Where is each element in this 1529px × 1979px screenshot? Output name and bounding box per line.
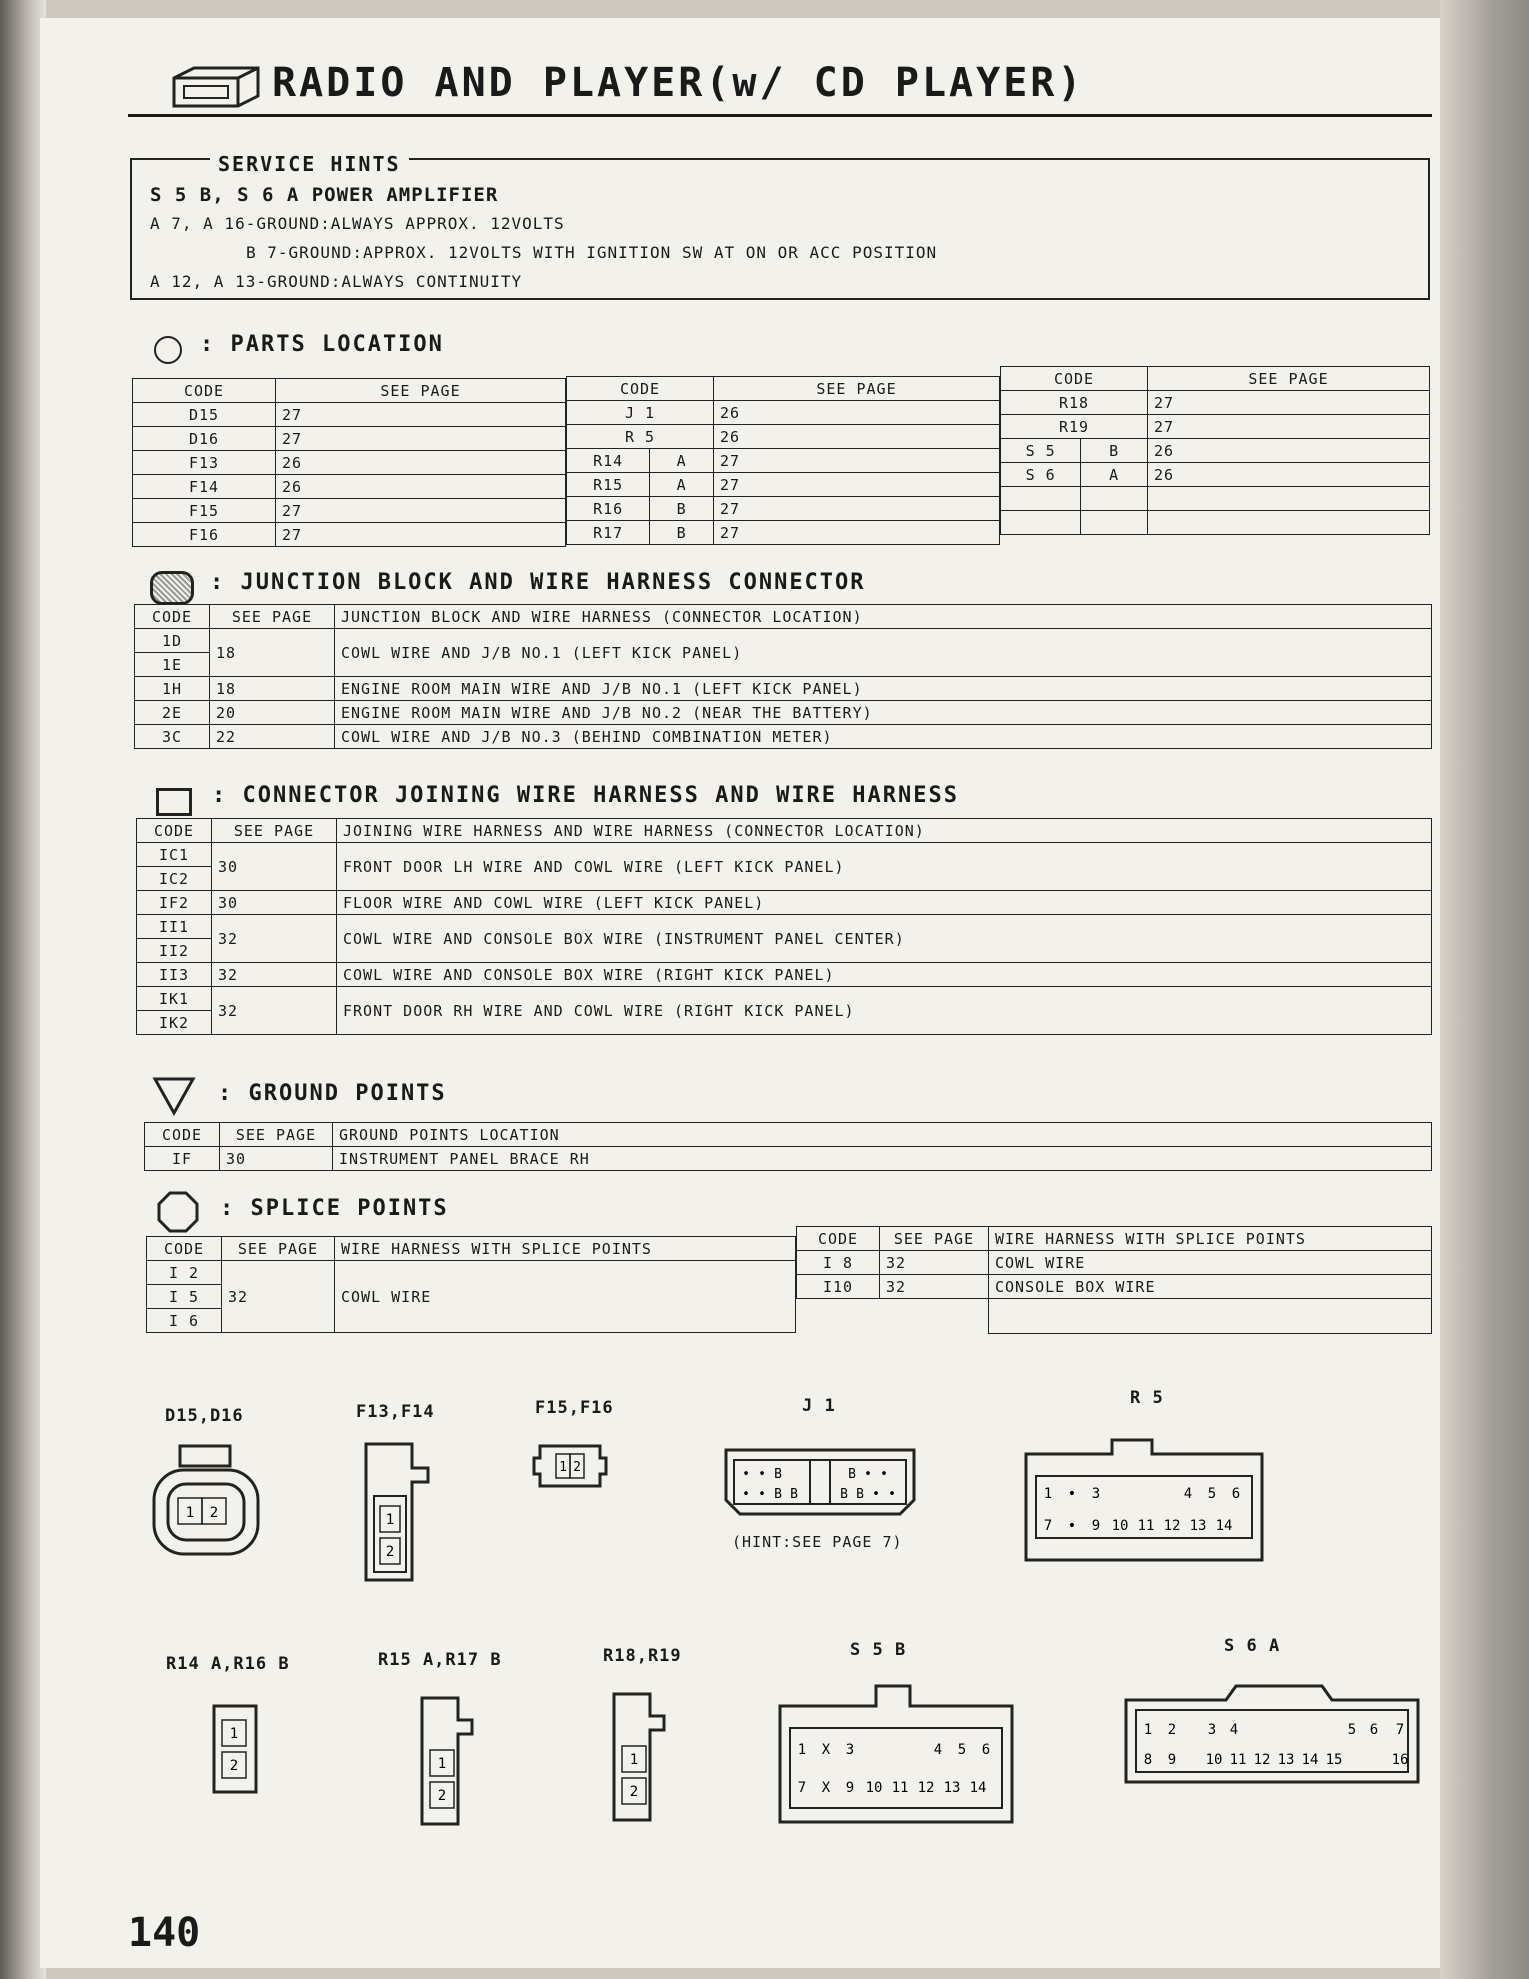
svg-text:2: 2: [437, 1788, 447, 1804]
service-hints-line3: B 7-GROUND:APPROX. 12VOLTS WITH IGNITION SW AT ON OR ACC POSITION: [246, 243, 938, 262]
radio-icon: [168, 64, 264, 108]
page-number: 140: [128, 1910, 201, 1956]
connector-r15-diagram: [418, 1690, 478, 1834]
table-row: I 6: [147, 1309, 796, 1333]
svg-text:1: 1: [385, 1512, 395, 1528]
col-page: SEE PAGE: [714, 377, 1000, 401]
svg-text:7: 7: [797, 1780, 807, 1796]
svg-text:14: 14: [969, 1780, 987, 1796]
svg-text:4: 4: [1183, 1486, 1193, 1502]
svg-text:10: 10: [1111, 1518, 1129, 1534]
table-row: IF 30 INSTRUMENT PANEL BRACE RH: [145, 1147, 1432, 1171]
table-row: II2: [137, 939, 1432, 963]
parts-location-table-right: [1000, 366, 1430, 535]
table-row: S 5 B 26: [1001, 439, 1430, 463]
page-title: RADIO AND PLAYER(w/ CD PLAYER): [272, 60, 1085, 106]
connector-d15-diagram: [148, 1444, 264, 1564]
table-row: D15 27: [133, 403, 566, 427]
svg-text:13: 13: [1189, 1518, 1207, 1534]
svg-text:12: 12: [917, 1780, 935, 1796]
svg-text:•: •: [758, 1487, 766, 1502]
svg-text:•: •: [872, 1487, 880, 1502]
connector-label-r18: R18,R19: [603, 1646, 682, 1666]
table-row: I 5: [147, 1285, 796, 1309]
svg-text:11: 11: [1137, 1518, 1155, 1534]
svg-text:5: 5: [957, 1742, 967, 1758]
svg-text:2: 2: [209, 1505, 219, 1521]
table-row: J 1 26: [567, 401, 1000, 425]
svg-text:X: X: [821, 1742, 831, 1758]
table-row: II3 32 COWL WIRE AND CONSOLE BOX WIRE (RIGHT KICK PANEL): [137, 963, 1432, 987]
connector-label-f13: F13,F14: [356, 1402, 435, 1422]
table-row: F16 27: [133, 523, 566, 547]
connector-r14-diagram: [210, 1702, 260, 1802]
table-row: D16 27: [133, 427, 566, 451]
table-row: 2E 20 ENGINE ROOM MAIN WIRE AND J/B NO.2 (NEAR THE BATTERY): [135, 701, 1432, 725]
splice-points-table-left: CODE SEE PAGE WIRE HARNESS WITH SPLICE POINTS I 2 32 COWL WIRE I 5 I 6: [146, 1236, 796, 1333]
connector-label-d15: D15,D16: [165, 1406, 244, 1426]
connector-j1-diagram: [720, 1440, 920, 1524]
ground-points-table: CODE SEE PAGE GROUND POINTS LOCATION IF 30 INSTRUMENT PANEL BRACE RH: [144, 1122, 1432, 1171]
svg-text:3: 3: [1091, 1486, 1101, 1502]
splice-points-table-right: CODE SEE PAGE WIRE HARNESS WITH SPLICE POINTS I 8 32 COWL WIRE I10 32 CONSOLE BOX WIRE: [796, 1226, 1432, 1334]
svg-text:•: •: [758, 1467, 766, 1482]
svg-text:5: 5: [1207, 1486, 1217, 1502]
svg-text:2: 2: [229, 1758, 239, 1774]
table-row: 1E: [135, 653, 1432, 677]
svg-text:1: 1: [1143, 1722, 1153, 1738]
svg-text:2: 2: [1167, 1722, 1177, 1738]
table-row: F14 26: [133, 475, 566, 499]
svg-text:15: 15: [1325, 1752, 1343, 1768]
svg-text:9: 9: [1091, 1518, 1101, 1534]
connector-joining-table: CODE SEE PAGE JOINING WIRE HARNESS AND WIRE HARNESS (CONNECTOR LOCATION) IC1 30 FRONT DOOR LH WIRE AND COWL WIRE (LEFT KICK PANEL) IC2 IF2 30 FLOOR WIRE AND COWL WIRE (LEFT KICK PANEL) II1 32 COWL WIRE AND CONSOLE BOX WIRE (INSTRUMENT PANEL CENTER) II2 II3 32 COWL WIRE AND CONSOLE BOX WIRE (RIGHT KICK PANEL) IK1 32 FRONT DOOR RH WIRE AND COWL WIRE (RIGHT KICK PANEL) IK2: [136, 818, 1432, 1035]
svg-text:7: 7: [1043, 1518, 1053, 1534]
svg-text:2: 2: [629, 1784, 639, 1800]
svg-text:B: B: [790, 1487, 798, 1502]
parts-location-table-middle: [566, 376, 1000, 545]
table-row: [1001, 487, 1430, 511]
svg-text:14: 14: [1301, 1752, 1319, 1768]
svg-text:1: 1: [229, 1726, 239, 1742]
parts-location-circle-icon: [154, 336, 182, 364]
svg-text:B: B: [840, 1487, 848, 1502]
table-row: [1001, 511, 1430, 535]
ground-points-heading: : GROUND POINTS: [218, 1081, 447, 1106]
connector-label-j1: J 1: [802, 1396, 836, 1416]
svg-text:6: 6: [1369, 1722, 1379, 1738]
svg-text:13: 13: [943, 1780, 961, 1796]
table-row: R19 27: [1001, 415, 1430, 439]
splice-points-heading: : SPLICE POINTS: [220, 1196, 449, 1221]
svg-text:6: 6: [981, 1742, 991, 1758]
table-row: 1H 18 ENGINE ROOM MAIN WIRE AND J/B NO.1 (LEFT KICK PANEL): [135, 677, 1432, 701]
table-row: 3C 22 COWL WIRE AND J/B NO.3 (BEHIND COMBINATION METER): [135, 725, 1432, 749]
connector-label-r5: R 5: [1130, 1388, 1164, 1408]
col-page: SEE PAGE: [1148, 367, 1430, 391]
table-row: R17 B 27: [567, 521, 1000, 545]
title-rule: [128, 114, 1432, 117]
svg-text:14: 14: [1215, 1518, 1233, 1534]
svg-text:5: 5: [1347, 1722, 1357, 1738]
svg-text:11: 11: [891, 1780, 909, 1796]
svg-text:•: •: [864, 1467, 872, 1482]
svg-text:9: 9: [1167, 1752, 1177, 1768]
svg-text:2: 2: [385, 1544, 395, 1560]
service-hints-line1: S 5 B, S 6 A POWER AMPLIFIER: [150, 184, 499, 206]
junction-block-heading: : JUNCTION BLOCK AND WIRE HARNESS CONNECTOR: [210, 570, 866, 595]
svg-text:B: B: [848, 1467, 856, 1482]
svg-text:9: 9: [845, 1780, 855, 1796]
svg-text:•: •: [1067, 1518, 1077, 1534]
svg-text:1: 1: [559, 1460, 567, 1475]
svg-text:•: •: [1067, 1486, 1077, 1502]
connector-r18-diagram: [610, 1686, 670, 1830]
table-row: IC2: [137, 867, 1432, 891]
svg-text:B: B: [856, 1487, 864, 1502]
parts-location-table-left: [132, 378, 566, 547]
table-row: I 8 32 COWL WIRE: [797, 1251, 1432, 1275]
junction-block-table: CODE SEE PAGE JUNCTION BLOCK AND WIRE HARNESS (CONNECTOR LOCATION) 1D 18 COWL WIRE AND J/B NO.1 (LEFT KICK PANEL) 1E 1H 18 ENGINE ROOM MAIN WIRE AND J/B NO.1 (LEFT KICK PANEL) 2E 20 ENGINE ROOM MAIN WIRE AND J/B NO.2 (NEAR THE BATTERY) 3C 22 COWL WIRE AND J/B NO.3 (BEHIND COMBINATION METER): [134, 604, 1432, 749]
svg-text:1: 1: [629, 1752, 639, 1768]
table-row: IF2 30 FLOOR WIRE AND COWL WIRE (LEFT KICK PANEL): [137, 891, 1432, 915]
svg-text:4: 4: [1229, 1722, 1239, 1738]
parts-location-heading: : PARTS LOCATION: [200, 332, 444, 357]
svg-text:13: 13: [1277, 1752, 1295, 1768]
table-row: R14 A 27: [567, 449, 1000, 473]
table-row: I10 32 CONSOLE BOX WIRE: [797, 1275, 1432, 1299]
svg-text:1: 1: [437, 1756, 447, 1772]
junction-block-icon: [150, 571, 194, 605]
table-row: IC1 30 FRONT DOOR LH WIRE AND COWL WIRE (LEFT KICK PANEL): [137, 843, 1432, 867]
service-hints-line2: A 7, A 16-GROUND:ALWAYS APPROX. 12VOLTS: [150, 214, 565, 233]
table-row: IK2: [137, 1011, 1432, 1035]
svg-text:16: 16: [1391, 1752, 1409, 1768]
connector-s5-diagram: [776, 1676, 1016, 1830]
svg-text:1: 1: [797, 1742, 807, 1758]
connector-square-icon: [156, 788, 192, 816]
table-row: R 5 26: [567, 425, 1000, 449]
col-code: CODE: [567, 377, 714, 401]
col-code: CODE: [1001, 367, 1148, 391]
table-row: II1 32 COWL WIRE AND CONSOLE BOX WIRE (INSTRUMENT PANEL CENTER): [137, 915, 1432, 939]
splice-octagon-icon: [156, 1190, 200, 1238]
svg-text:1: 1: [185, 1505, 195, 1521]
svg-text:3: 3: [845, 1742, 855, 1758]
svg-text:3: 3: [1207, 1722, 1217, 1738]
svg-text:6: 6: [1231, 1486, 1241, 1502]
table-row: R15 A 27: [567, 473, 1000, 497]
connector-j1-hint: (HINT:SEE PAGE 7): [732, 1533, 903, 1551]
svg-text:B: B: [774, 1487, 782, 1502]
table-row: 1D 18 COWL WIRE AND J/B NO.1 (LEFT KICK PANEL): [135, 629, 1432, 653]
table-row: R18 27: [1001, 391, 1430, 415]
connector-label-r14: R14 A,R16 B: [166, 1654, 290, 1674]
svg-text:X: X: [821, 1780, 831, 1796]
connector-r5-diagram: [1022, 1432, 1266, 1576]
connector-label-s6: S 6 A: [1224, 1636, 1281, 1656]
table-row: IK1 32 FRONT DOOR RH WIRE AND COWL WIRE (RIGHT KICK PANEL): [137, 987, 1432, 1011]
svg-text:12: 12: [1253, 1752, 1271, 1768]
connector-s6-diagram: [1122, 1670, 1422, 1790]
connector-joining-heading: : CONNECTOR JOINING WIRE HARNESS AND WIRE HARNESS: [212, 783, 960, 808]
svg-text:12: 12: [1163, 1518, 1181, 1534]
col-page: SEE PAGE: [276, 379, 566, 403]
service-hints-line4: A 12, A 13-GROUND:ALWAYS CONTINUITY: [150, 272, 523, 291]
connector-label-f15: F15,F16: [535, 1398, 614, 1418]
col-code: CODE: [133, 379, 276, 403]
connector-f13-diagram: [362, 1440, 432, 1590]
svg-text:1: 1: [1043, 1486, 1053, 1502]
connector-f15-diagram: [530, 1440, 610, 1494]
svg-text:•: •: [888, 1487, 896, 1502]
svg-text:10: 10: [865, 1780, 883, 1796]
svg-text:7: 7: [1395, 1722, 1405, 1738]
ground-triangle-icon: [152, 1076, 196, 1120]
page-edge-shadow: [1440, 0, 1529, 1979]
svg-text:B: B: [774, 1467, 782, 1482]
connector-label-r15: R15 A,R17 B: [378, 1650, 502, 1670]
connector-label-s5: S 5 B: [850, 1640, 907, 1660]
svg-text:•: •: [742, 1487, 750, 1502]
svg-text:2: 2: [573, 1460, 581, 1475]
table-row: R16 B 27: [567, 497, 1000, 521]
service-hints-heading: SERVICE HINTS: [210, 152, 409, 176]
svg-text:4: 4: [933, 1742, 943, 1758]
svg-text:•: •: [880, 1467, 888, 1482]
svg-text:•: •: [742, 1467, 750, 1482]
table-row: I 2 32 COWL WIRE: [147, 1261, 796, 1285]
table-row: F15 27: [133, 499, 566, 523]
table-row: S 6 A 26: [1001, 463, 1430, 487]
svg-text:8: 8: [1143, 1752, 1153, 1768]
table-row: F13 26: [133, 451, 566, 475]
svg-text:10: 10: [1205, 1752, 1223, 1768]
svg-text:11: 11: [1229, 1752, 1247, 1768]
